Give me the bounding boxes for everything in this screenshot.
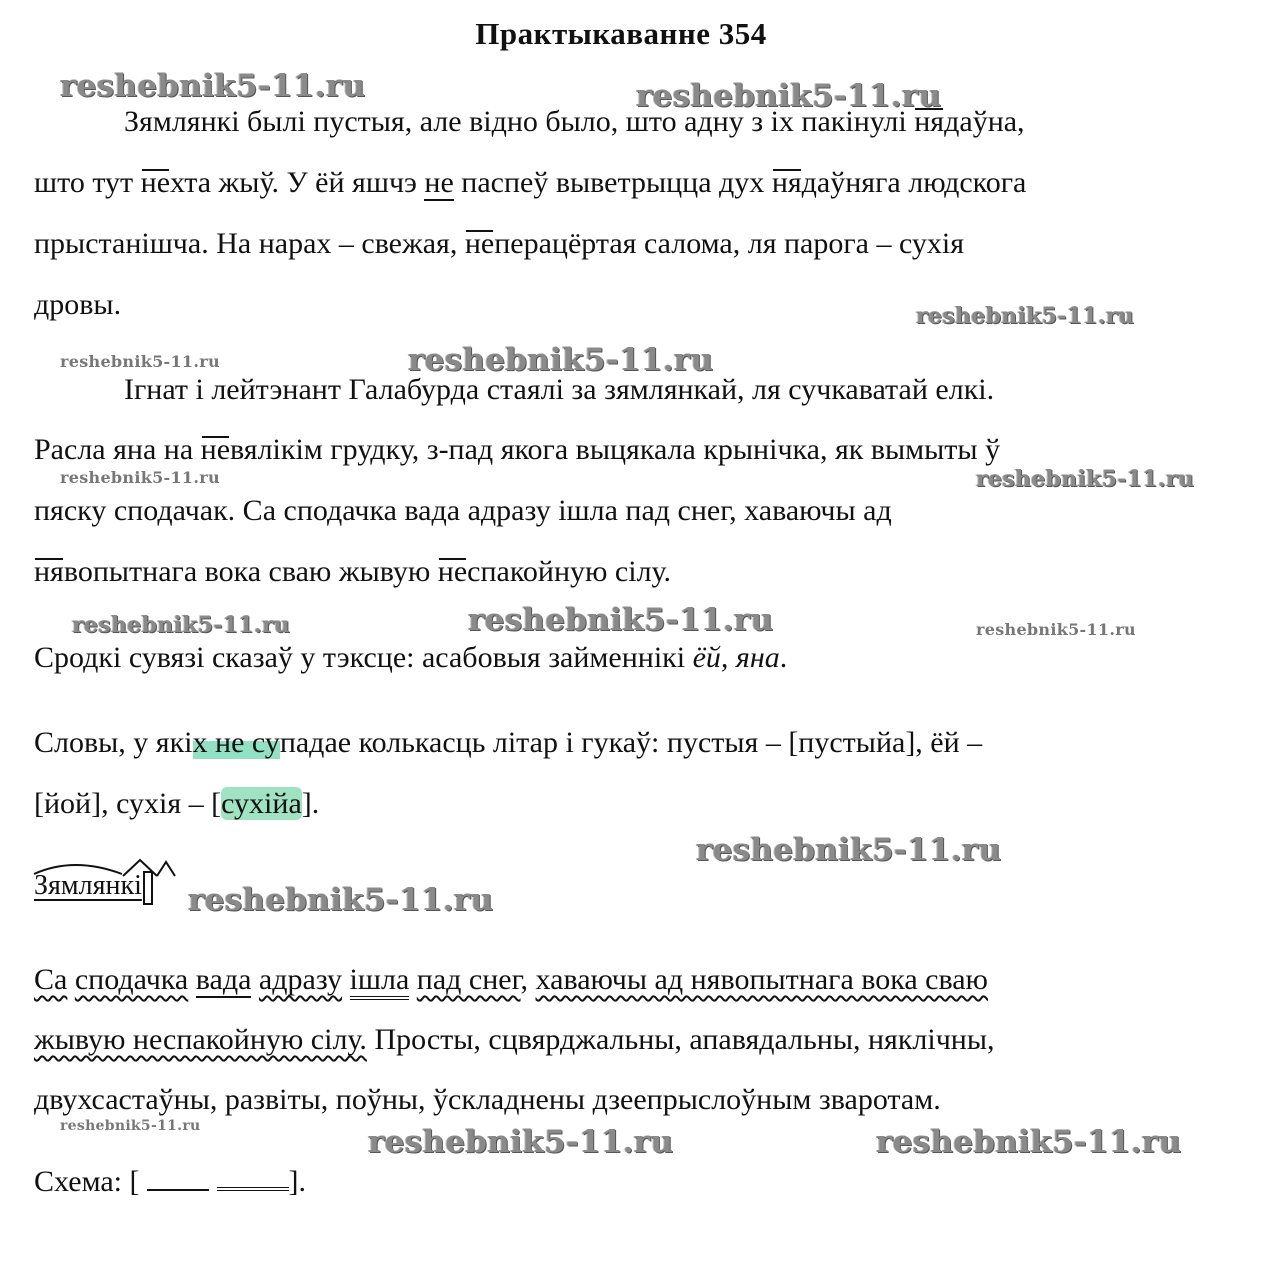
text-line bbox=[34, 554, 671, 590]
text-line: дровы. bbox=[34, 288, 122, 321]
text-span: даўняга людскога bbox=[801, 166, 1027, 199]
watermark: reshebnik5-11.ru bbox=[60, 352, 220, 371]
watermark: reshebnik5-11.ru bbox=[72, 612, 291, 638]
text-line bbox=[34, 786, 319, 822]
schema-end: ]. bbox=[288, 1165, 306, 1198]
text-span: Расла яна на bbox=[34, 433, 201, 466]
text-span: . bbox=[779, 641, 788, 674]
watermark: reshebnik5-11.ru bbox=[60, 68, 366, 104]
text-span: Просты, сцвярджальны, апавядальны, няклічны, bbox=[366, 1023, 995, 1056]
text-line bbox=[34, 432, 1000, 468]
parse-participial: жывую неспакойную сілу. bbox=[34, 1023, 367, 1056]
schema-label: Схема: [ bbox=[34, 1165, 140, 1198]
text-line: пяску сподачак. Са сподачка вада адразу ішла пад снег, хаваючы ад bbox=[34, 494, 892, 527]
overlined-prefix: ня bbox=[771, 166, 802, 199]
text-line bbox=[34, 165, 1026, 201]
watermark: reshebnik5-11.ru bbox=[976, 466, 1195, 492]
watermark: reshebnik5-11.ru bbox=[636, 78, 942, 114]
text-span: вялікім грудку, з-пад якога выцякала крынічка, як вымыты ў bbox=[230, 433, 1001, 466]
suffix-caret-icon bbox=[157, 862, 175, 876]
text-span: [йой], сухія – [ bbox=[34, 787, 222, 820]
text-span: хта жыў. У ёй яшчэ bbox=[170, 166, 425, 199]
text-span: Словы, у які bbox=[34, 726, 193, 759]
text-line bbox=[34, 640, 787, 676]
text-span: перацёртая салома, ля парога – сухія bbox=[494, 227, 965, 260]
sentence-schema bbox=[34, 1163, 306, 1200]
text-span: даўна, bbox=[944, 105, 1025, 138]
overlined-prefix: не bbox=[437, 555, 468, 588]
predicate-slot bbox=[217, 1163, 289, 1191]
text-span: прыстанішча. На нарах – свежая, bbox=[34, 227, 465, 260]
text-span: спакойную сілу. bbox=[467, 555, 672, 588]
watermark: reshebnik5-11.ru bbox=[696, 832, 1002, 868]
watermark: reshebnik5-11.ru bbox=[876, 1124, 1182, 1160]
text-line bbox=[34, 1022, 995, 1058]
text-span: Зямлянкі былі пустыя, але відно было, што адну з іх пакінулі bbox=[124, 105, 915, 138]
text-line: двухсастаўны, развіты, поўны, ўскладнены дзеепрыслоўным зваротам. bbox=[34, 1083, 941, 1116]
ending-box bbox=[143, 871, 153, 905]
parse-subject: вада bbox=[195, 963, 252, 996]
parse-adverbial: Са bbox=[34, 963, 68, 996]
italic-pronouns: ёй, яна bbox=[692, 641, 780, 674]
text-line bbox=[34, 226, 964, 262]
parse-participial: хаваючы ад нявопытнага вока сваю bbox=[535, 963, 988, 996]
morpheme-word bbox=[34, 868, 153, 905]
parse-predicate: ішла bbox=[350, 963, 410, 1000]
subject-slot bbox=[147, 1165, 209, 1191]
text-line bbox=[34, 962, 988, 998]
watermark: reshebnik5-11.ru bbox=[468, 602, 774, 638]
watermark: reshebnik5-11.ru bbox=[408, 342, 714, 378]
overlined-prefix: не bbox=[464, 227, 495, 260]
text-line bbox=[34, 725, 982, 761]
page-title: Практыкаванне 354 bbox=[475, 16, 767, 51]
parse-adverbial: сподачка bbox=[74, 963, 189, 996]
watermark: reshebnik5-11.ru bbox=[916, 303, 1135, 329]
parse-adverbial: адразу bbox=[258, 963, 343, 996]
overlined-prefix: не bbox=[140, 166, 171, 199]
text-span: , bbox=[520, 963, 536, 996]
overlined-prefix: ня bbox=[914, 105, 945, 138]
watermark: reshebnik5-11.ru bbox=[60, 468, 220, 487]
text-span: Сродкі сувязі сказаў у тэксце: асабовыя займеннікі bbox=[34, 641, 693, 674]
watermark: reshebnik5-11.ru bbox=[368, 1124, 674, 1160]
parse-adverbial: пад снег bbox=[416, 963, 521, 996]
overlined-prefix: ня bbox=[34, 555, 64, 588]
text-line bbox=[124, 104, 1025, 140]
highlight-mark: х не су bbox=[192, 726, 280, 759]
watermark: reshebnik5-11.ru bbox=[60, 1118, 201, 1134]
text-span: вопытнага вока сваю жывую bbox=[63, 555, 438, 588]
highlight-mark: сухійа bbox=[221, 787, 302, 820]
watermark: reshebnik5-11.ru bbox=[188, 882, 494, 918]
overlined-prefix: не bbox=[200, 433, 231, 466]
text-span: падае колькасць літар і гукаў: пустыя – [пустыйа], ёй – bbox=[279, 726, 983, 759]
morph-word-text: Зямлянкі bbox=[34, 870, 142, 901]
text-span: ]. bbox=[301, 787, 320, 820]
watermark: reshebnik5-11.ru bbox=[976, 620, 1136, 639]
text-span: што тут bbox=[34, 166, 141, 199]
text-span: паспеў выветрыцца дух bbox=[453, 166, 772, 199]
text-line: Ігнат і лейтэнант Галабурда стаялі за зямлянкай, ля сучкаватай елкі. bbox=[124, 373, 995, 406]
underlined-particle: не bbox=[424, 166, 454, 199]
